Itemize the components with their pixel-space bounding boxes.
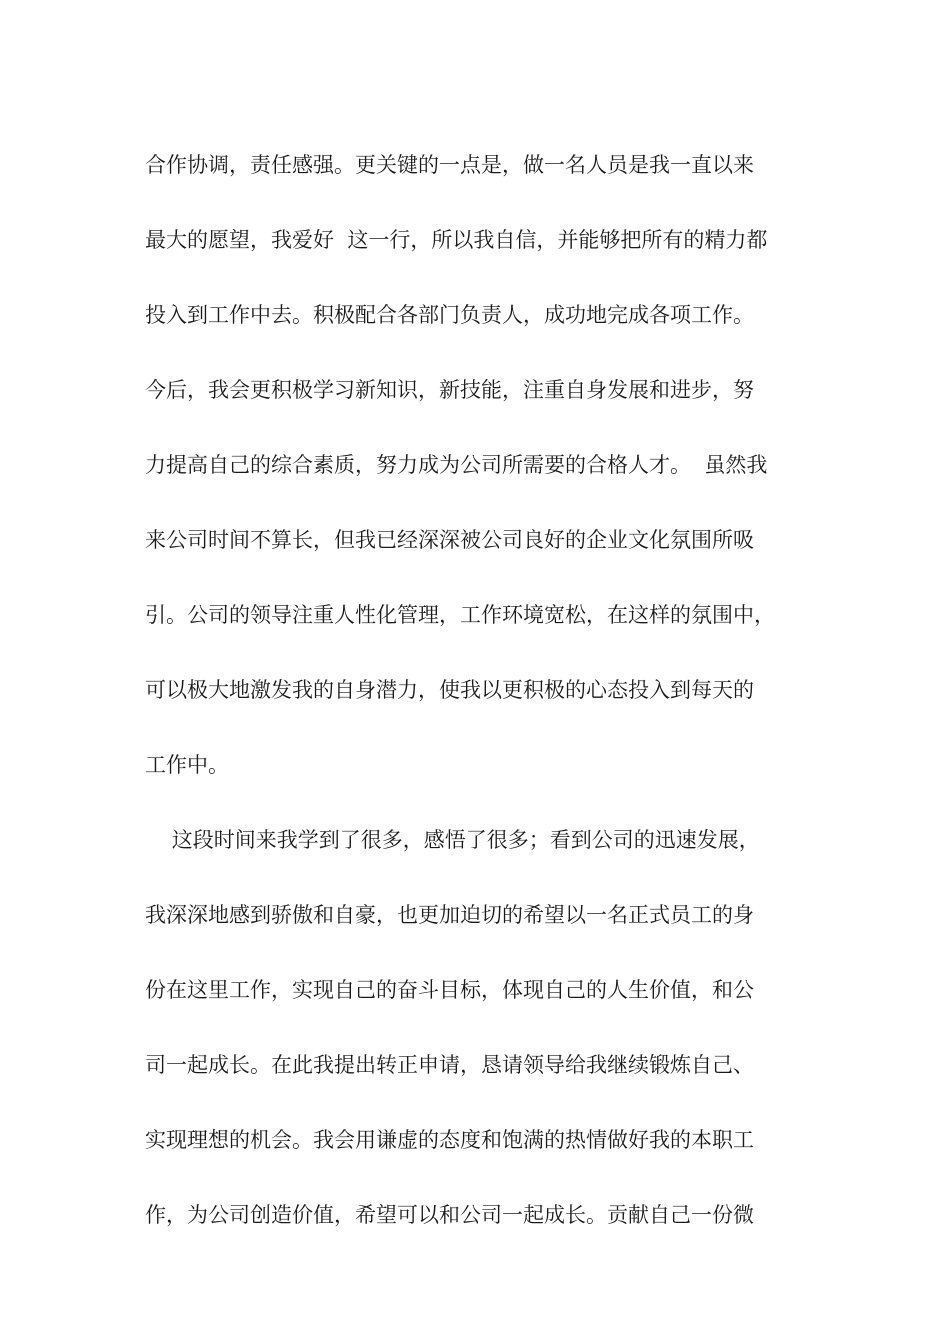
body-text bbox=[145, 128, 835, 1253]
text-line: 引。公司的领导注重人性化管理，工作环境宽松，在这样的氛围中， bbox=[145, 603, 775, 627]
text-line: 作，为公司创造价值，希望可以和公司一起成长。贡献自己一份微 bbox=[145, 1203, 754, 1227]
text-line: 来公司时间不算长，但我已经深深被公司良好的企业文化氛围所吸 bbox=[145, 528, 754, 552]
text-line: 实现理想的机会。我会用谦虚的态度和饱满的热情做好我的本职工 bbox=[145, 1128, 754, 1152]
text-line: 份在这里工作，实现自己的奋斗目标，体现自己的人生价值，和公 bbox=[145, 978, 754, 1002]
text-line: 可以极大地激发我的自身潜力，使我以更积极的心态投入到每天的 bbox=[145, 678, 754, 702]
text-line: 工作中。 bbox=[145, 753, 229, 777]
text-line: 合作协调，责任感强。更关键的一点是，做一名人员是我一直以来 bbox=[145, 153, 754, 177]
text-line: 投入到工作中去。积极配合各部门负责人，成功地完成各项工作。 bbox=[145, 303, 754, 327]
text-line: 今后，我会更积极学习新知识，新技能，注重自身发展和进步，努 bbox=[145, 378, 754, 402]
text-line: 最大的愿望，我爱好 这一行，所以我自信，并能够把所有的精力都 bbox=[145, 228, 768, 252]
text-line: 司一起成长。在此我提出转正申请，恳请领导给我继续锻炼自己、 bbox=[145, 1053, 754, 1077]
text-line: 力提高自己的综合素质，努力成为公司所需要的合格人才。 虽然我 bbox=[145, 453, 768, 477]
text-line: 我深深地感到骄傲和自豪，也更加迫切的希望以一名正式员工的身 bbox=[145, 903, 754, 927]
text-line: 这段时间来我学到了很多，感悟了很多；看到公司的迅速发展， bbox=[145, 828, 760, 852]
